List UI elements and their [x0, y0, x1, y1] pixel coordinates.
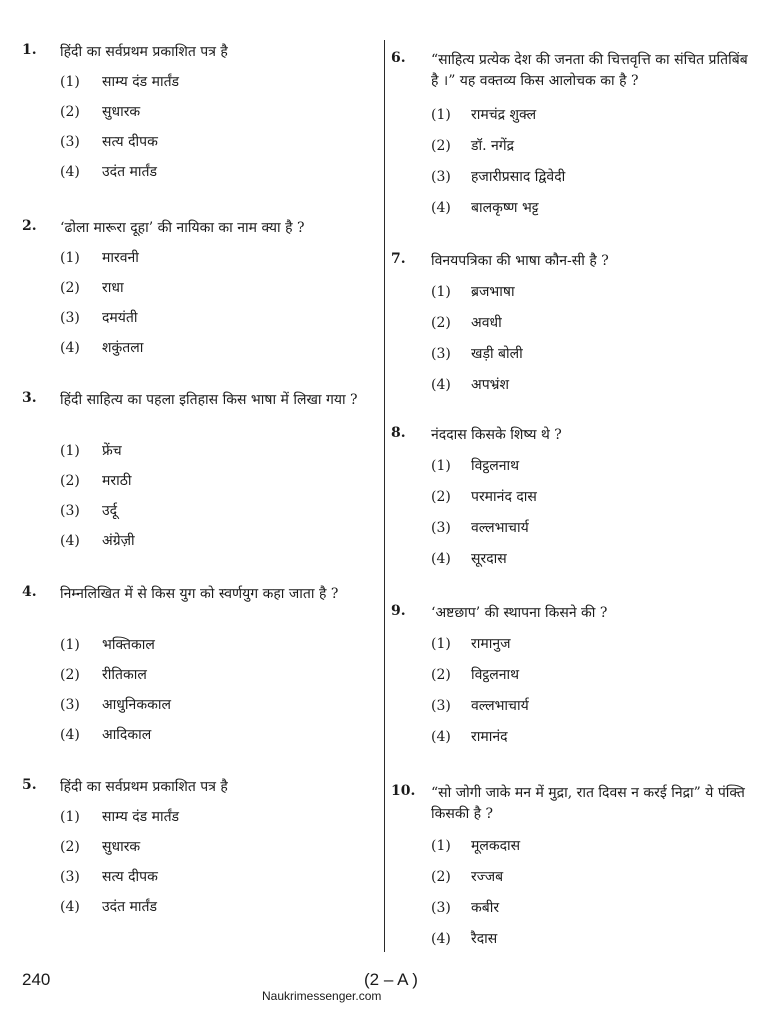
question-text: ‘अष्टछाप’ की स्थापना किसने की ? [431, 605, 608, 621]
question-text: हिंदी का सर्वप्रथम प्रकाशित पत्र है [60, 779, 228, 795]
question-number: 3. [22, 390, 37, 406]
question-9: 9. ‘अष्टछाप’ की स्थापना किसने की ? (1) रामानुज (2) विट्ठलनाथ (3) वल्लभाचार्य (4) रामानंद [391, 603, 756, 753]
question-10: 10. “सो जोगी जाके मन में मुद्रा, रात दिवस न करई निद्रा” ये पंक्ति किसकी है ? (1) मूलकदास (2) रज्जब (3) कबीर (4) रैदास [391, 783, 756, 953]
page-number: 240 [22, 970, 51, 989]
question-2: 2. ‘ढोला मारूरा दूहा’ की नायिका का नाम क्या है ? (1) मारवनी (2) राधा (3) दमयंती (4) शकुंतला [22, 218, 378, 368]
question-5: 5. हिंदी का सर्वप्रथम प्रकाशित पत्र है (1) साम्य दंड मार्तंड (2) सुधारक (3) सत्य दीपक (4) उदंत मार्तंड [22, 777, 378, 927]
question-8: 8. नंददास किसके शिष्य थे ? (1) विट्ठलनाथ (2) परमानंद दास (3) वल्लभाचार्य (4) सूरदास [391, 425, 756, 575]
question-number: 10. [391, 783, 416, 799]
question-3: 3. हिंदी साहित्य का पहला इतिहास किस भाषा में लिखा गया ? (1) फ्रेंच (2) मराठी (3) उर्दू (4) अंग्रेज़ी [22, 390, 378, 560]
question-4: 4. निम्नलिखित में से किस युग को स्वर्णयुग कहा जाता है ? (1) भक्तिकाल (2) रीतिकाल (3) आधुनिककाल (4) आदिकाल [22, 584, 378, 754]
website-watermark: Naukrimessenger.com [262, 989, 382, 1003]
column-divider [384, 40, 385, 952]
question-text: विनयपत्रिका की भाषा कौन-सी है ? [431, 253, 609, 269]
question-number: 6. [391, 50, 406, 66]
question-number: 7. [391, 251, 406, 267]
question-text: हिंदी साहित्य का पहला इतिहास किस भाषा में लिखा गया ? [60, 392, 358, 408]
question-number: 2. [22, 218, 37, 234]
question-text: हिंदी का सर्वप्रथम प्रकाशित पत्र है [60, 44, 228, 60]
question-1: 1. हिंदी का सर्वप्रथम प्रकाशित पत्र है (1) साम्य दंड मार्तंड (2) सुधारक (3) सत्य दीपक (4) उदंत मार्तंड [22, 42, 378, 192]
paper-code: (2 – A ) [364, 970, 418, 989]
question-6: 6. “साहित्य प्रत्येक देश की जनता की चित्तवृत्ति का संचित प्रतिबिंब है ।” यह वक्तव्य किस आलोचक का है ? (1) रामचंद्र शुक्ल (2) डॉ. नगेंद्र (3) हजारीप्रसाद द्विवेदी (4) बालकृष्ण भट्ट [391, 50, 756, 225]
question-number: 5. [22, 777, 37, 793]
question-text: ‘ढोला मारूरा दूहा’ की नायिका का नाम क्या है ? [60, 220, 305, 236]
question-text: नंददास किसके शिष्य थे ? [431, 427, 562, 443]
question-7: 7. विनयपत्रिका की भाषा कौन-सी है ? (1) ब्रजभाषा (2) अवधी (3) खड़ी बोली (4) अपभ्रंश [391, 251, 756, 401]
question-text: “साहित्य प्रत्येक देश की जनता की चित्तवृत्ति का संचित प्रतिबिंब है ।” यह वक्तव्य किस आलोचक का है ? [431, 52, 748, 89]
question-text: निम्नलिखित में से किस युग को स्वर्णयुग कहा जाता है ? [60, 586, 339, 602]
question-number: 9. [391, 603, 406, 619]
question-number: 8. [391, 425, 406, 441]
question-text: “सो जोगी जाके मन में मुद्रा, रात दिवस न करई निद्रा” ये पंक्ति किसकी है ? [431, 785, 745, 822]
question-number: 1. [22, 42, 37, 58]
question-number: 4. [22, 584, 37, 600]
